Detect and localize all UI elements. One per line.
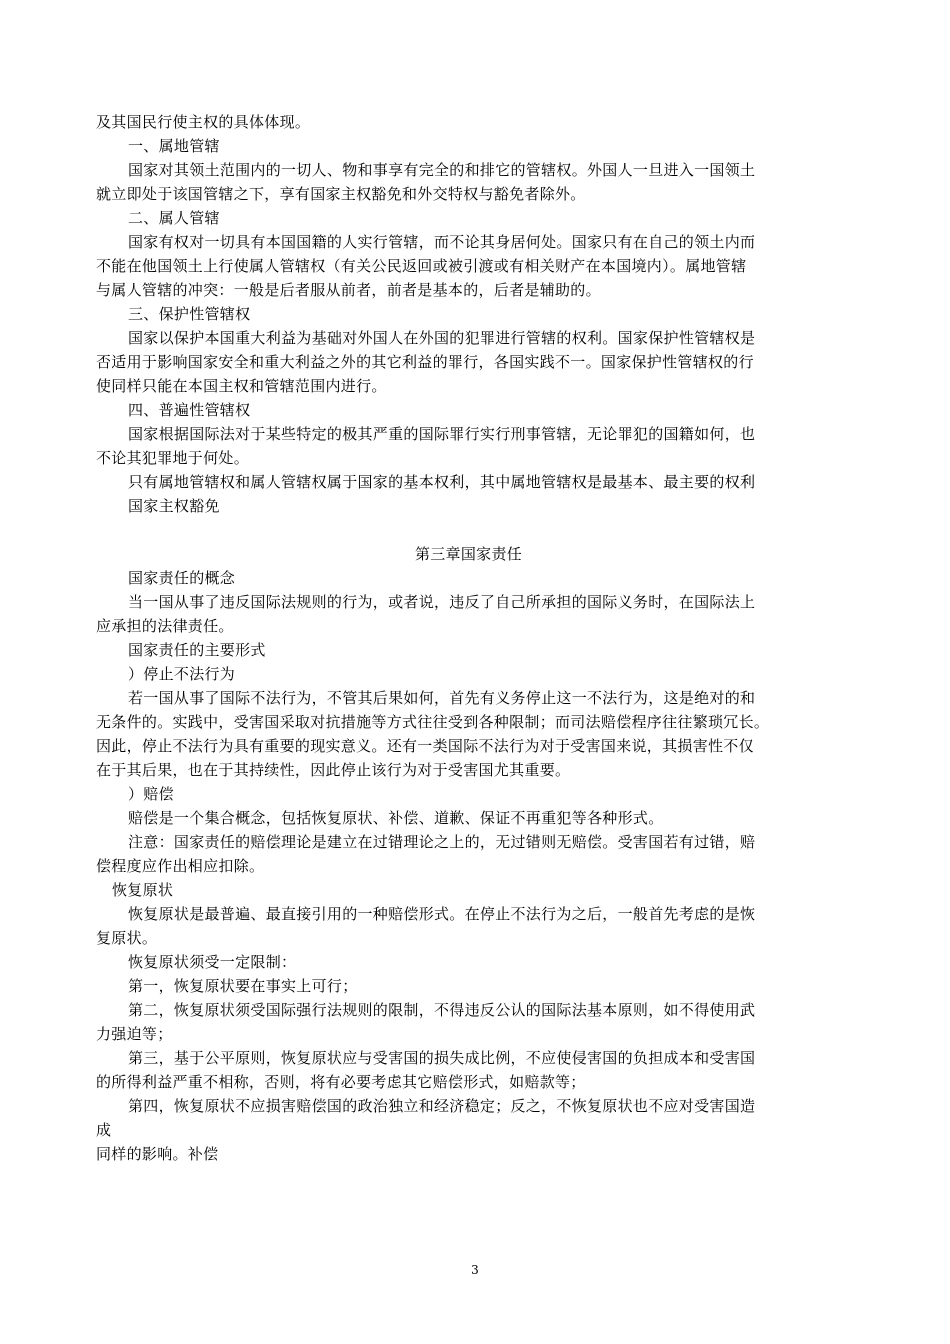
text-line: 不能在他国领土上行使属人管辖权（有关公民返回或被引渡或有相关财产在本国境内）。属地管辖	[96, 257, 747, 275]
text-line: 不论其犯罪地于何处。	[96, 449, 250, 467]
blank-line	[96, 518, 841, 542]
text-line: 成	[96, 1121, 112, 1139]
text-line: 第二，恢复原状须受国际强行法规则的限制，不得违反公认的国际法基本原则，如不得使用武	[128, 1001, 756, 1019]
text-line: 第四，恢复原状不应损害赔偿国的政治独立和经济稳定；反之，不恢复原状也不应对受害国造	[128, 1097, 756, 1115]
text-line: 国家责任的概念	[128, 569, 236, 587]
text-line: 只有属地管辖权和属人管辖权属于国家的基本权利，其中属地管辖权是最基本、最主要的权利	[128, 473, 756, 491]
text-line: 国家对其领土范围内的一切人、物和事享有完全的和排它的管辖权。外国人一旦进入一国领土	[128, 161, 756, 179]
text-line: 否适用于影响国家安全和重大利益之外的其它利益的罪行，各国实践不一。国家保护性管辖权的行	[96, 353, 754, 371]
text-line: 赔偿是一个集合概念，包括恢复原状、补偿、道歉、保证不再重犯等各种形式。	[128, 809, 664, 827]
text-line: 应承担的法律责任。	[96, 617, 234, 635]
text-line: 国家以保护本国重大利益为基础对外国人在外国的犯罪进行管辖的权利。国家保护性管辖权是	[128, 329, 756, 347]
text-line: 国家有权对一切具有本国国籍的人实行管辖，而不论其身居何处。国家只有在自己的领土内而	[128, 233, 756, 251]
text-line: 力强迫等；	[96, 1025, 173, 1043]
text-line: 恢复原状是最普遍、最直接引用的一种赔偿形式。在停止不法行为之后，一般首先考虑的是恢	[128, 905, 756, 923]
text-line: 二、属人管辖	[128, 209, 220, 227]
text-line: 当一国从事了违反国际法规则的行为，或者说，违反了自己所承担的国际义务时，在国际法上	[128, 593, 756, 611]
text-line: 三、保护性管辖权	[128, 305, 251, 323]
text-line: 国家责任的主要形式	[128, 641, 266, 659]
text-line: 国家主权豁免	[128, 497, 220, 515]
text-line: 就立即处于该国管辖之下，享有国家主权豁免和外交特权与豁免者除外。	[96, 185, 586, 203]
text-line: 因此，停止不法行为具有重要的现实意义。还有一类国际不法行为对于受害国来说，其损害性不仅	[96, 737, 754, 755]
text-line: 四、普遍性管辖权	[128, 401, 251, 419]
page-number: 3	[471, 1263, 479, 1277]
text-line: 若一国从事了国际不法行为，不管其后果如何，首先有义务停止这一不法行为，这是绝对的和	[128, 689, 756, 707]
text-line: 第三，基于公平原则，恢复原状应与受害国的损失成比例，不应使侵害国的负担成本和受害国	[128, 1049, 756, 1067]
text-line: ）停止不法行为	[128, 665, 236, 683]
text-line: 第一，恢复原状要在事实上可行；	[128, 977, 358, 995]
text-line: ）赔偿	[128, 785, 174, 803]
text-line: 的所得利益严重不相称，否则，将有必要考虑其它赔偿形式，如赔款等；	[96, 1073, 586, 1091]
text-line: 恢复原状	[112, 881, 174, 899]
text-line: 无条件的。实践中，受害国采取对抗措施等方式往往受到各种限制；而司法赔偿程序往往繁琐冗长。	[96, 713, 770, 731]
text-line: 使同样只能在本国主权和管辖范围内进行。	[96, 377, 387, 395]
document-body	[96, 110, 841, 1166]
text-line: 在于其后果，也在于其持续性，因此停止该行为对于受害国尤其重要。	[96, 761, 571, 779]
text-line: 恢复原状须受一定限制：	[128, 953, 297, 971]
text-line: 注意：国家责任的赔偿理论是建立在过错理论之上的，无过错则无赔偿。受害国若有过错，赔	[128, 833, 756, 851]
text-line: 国家根据国际法对于某些特定的极其严重的国际罪行实行刑事管辖，无论罪犯的国籍如何，也	[128, 425, 756, 443]
text-line: 与属人管辖的冲突：一般是后者服从前者，前者是基本的，后者是辅助的。	[96, 281, 601, 299]
text-line: 及其国民行使主权的具体体现。	[96, 113, 311, 131]
text-line: 复原状。	[96, 929, 158, 947]
text-line: 偿程度应作出相应扣除。	[96, 857, 265, 875]
text-line: 一、属地管辖	[128, 137, 220, 155]
chapter-heading: 第三章国家责任	[414, 545, 523, 563]
text-line: 同样的影响。补偿	[96, 1145, 219, 1163]
